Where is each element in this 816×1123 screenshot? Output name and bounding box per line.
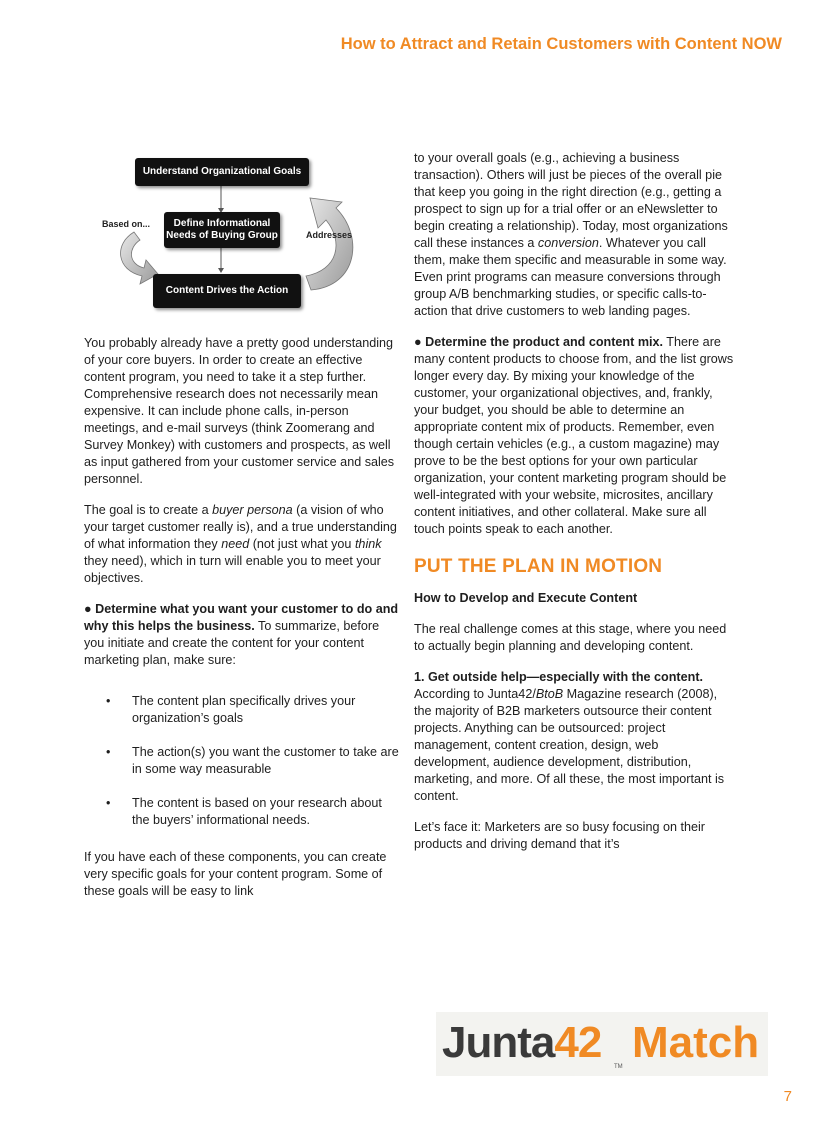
- list-item-text: The content plan specifically drives your organization’s goals: [132, 694, 356, 725]
- right-paragraph-4: [414, 669, 736, 805]
- right-paragraph-1: [414, 150, 736, 320]
- left-p3-bold-lead: ● Determine what you want your customer to do and why this helps the business.: [84, 602, 399, 633]
- diagram-box-needs: [164, 212, 280, 248]
- left-p2-em-buyer-persona: buyer persona: [212, 503, 293, 517]
- section-heading: PUT THE PLAN IN MOTION: [414, 556, 663, 577]
- subheading: How to Develop and Execute Content: [414, 591, 638, 605]
- left-p2-text-b: (a vision of who your target customer really is), and a true understanding of what information they: [84, 503, 397, 551]
- left-p2-text-c: (not just what you: [249, 537, 355, 551]
- right-p1-text-b: . Whatever you call them, make them specific and measurable in some way. Even print programs can measure conversions through group A/B benchmarking studies, or specific calls-to-action that drive customers to web landing pages.: [414, 236, 727, 318]
- right-p4-text-b: Magazine research (2008), the majority of B2B marketers outsource their content projects. Anything can be outsourced: project management, content creation, design, web development, audience development, distribution, marketing, and more. Of all these, the most important is content.: [414, 687, 725, 803]
- right-p1-em-conversion: conversion: [537, 236, 599, 250]
- curved-arrow-right: [306, 198, 353, 290]
- right-p2-bold-lead: ● Determine the product and content mix.: [414, 335, 664, 349]
- right-p4-bold-lead: 1. Get outside help—especially with the content.: [414, 670, 704, 684]
- logo-wordmark: [442, 1018, 601, 1068]
- logo-junta: Junta: [442, 1018, 555, 1067]
- page-number: 7: [783, 1088, 792, 1105]
- diagram-label-addresses: Addresses: [306, 230, 353, 240]
- left-p2-text-a: The goal is to create a: [84, 503, 213, 517]
- left-paragraph-1: You probably already have a pretty good understanding of your core buyers. In order to create an effective content program, you need to take it a step further. Comprehensive research does not necessarily mean expensive. It can include phone calls, in-person meetings, and e-mail surveys (think Zoomerang and Survey Monkey) with customers and prospects, as well as input gathered from your customer service and sales personnel.: [84, 336, 395, 486]
- left-p2-em-think: think: [354, 537, 382, 551]
- list-item: [84, 795, 402, 829]
- diagram-box-needs-line1: Define Informational: [173, 218, 271, 229]
- left-paragraph-2: [84, 502, 402, 587]
- right-p4-em-btob: BtoB: [535, 687, 564, 701]
- left-paragraph-4: If you have each of these components, you can create very specific goals for your content program. Some of these goals will be easy to link: [84, 850, 387, 898]
- diagram-label-based-on: Based on...: [102, 219, 151, 229]
- right-p4-text-a: According to Junta42/: [414, 687, 536, 701]
- requirements-list: [84, 693, 402, 829]
- diagram-box-action: Content Drives the Action: [153, 274, 301, 308]
- right-p2-text: There are many content products to choose from, and the list grows longer every day. By mixing your knowledge of the customer, your organizational objectives, and, frankly, your budget, you should be able to determine an appropriate content mix of products. Remember, even though certain vehicles (e.g., a custom magazine) may prove to be the best options for your own particular organization, your content marketing program should be well-integrated with your website, microsites, ancillary content initiatives, and other collateral. Make sure all touch points speak to each another.: [414, 335, 734, 536]
- content-cycle-diagram: [96, 148, 362, 324]
- bullet-dot: •: [106, 745, 111, 759]
- logo-trademark: TM: [614, 1064, 623, 1070]
- left-p3-text: To summarize, before you initiate and create the content for your content marketing plan, make sure:: [84, 619, 380, 667]
- logo-42: 42: [554, 1018, 602, 1067]
- right-paragraph-5: Let’s face it: Marketers are so busy focusing on their products and driving demand that it’s: [414, 820, 705, 851]
- left-p2-em-need: need: [221, 537, 250, 551]
- page-header-title: How to Attract and Retain Customers with Content NOW: [340, 35, 782, 53]
- list-item-text: The content is based on your research about the buyers’ informational needs.: [132, 796, 382, 827]
- list-item-text: The action(s) you want the customer to take are in some way measurable: [132, 745, 399, 776]
- junta42-match-logo: [436, 1012, 768, 1076]
- right-paragraph-3: The real challenge comes at this stage, where you need to actually begin planning and developing content.: [414, 622, 727, 653]
- right-p1-text-a: to your overall goals (e.g., achieving a business transaction). Others will just be pieces of the overall pie that keep you going in the right direction (e.g., getting a prospect to sign up for a trial offer or an eNewsletter to begin creating a relationship). Today, most organizations call these instances a: [414, 151, 728, 250]
- diagram-box-goals: Understand Organizational Goals: [135, 158, 309, 186]
- left-column: [84, 335, 402, 900]
- diagram-box-needs-line2: Needs of Buying Group: [166, 230, 278, 241]
- left-p2-text-d: they need), which in turn will enable you to meet your objectives.: [84, 554, 381, 585]
- left-paragraph-3: [84, 601, 402, 669]
- arrowhead-bottom: [218, 268, 224, 273]
- list-item: [84, 693, 402, 727]
- bullet-dot: •: [106, 796, 111, 810]
- right-column: [414, 150, 736, 853]
- list-item: [84, 744, 402, 778]
- bullet-dot: •: [106, 694, 111, 708]
- right-paragraph-2: [414, 334, 736, 538]
- logo-match: Match: [632, 1018, 760, 1067]
